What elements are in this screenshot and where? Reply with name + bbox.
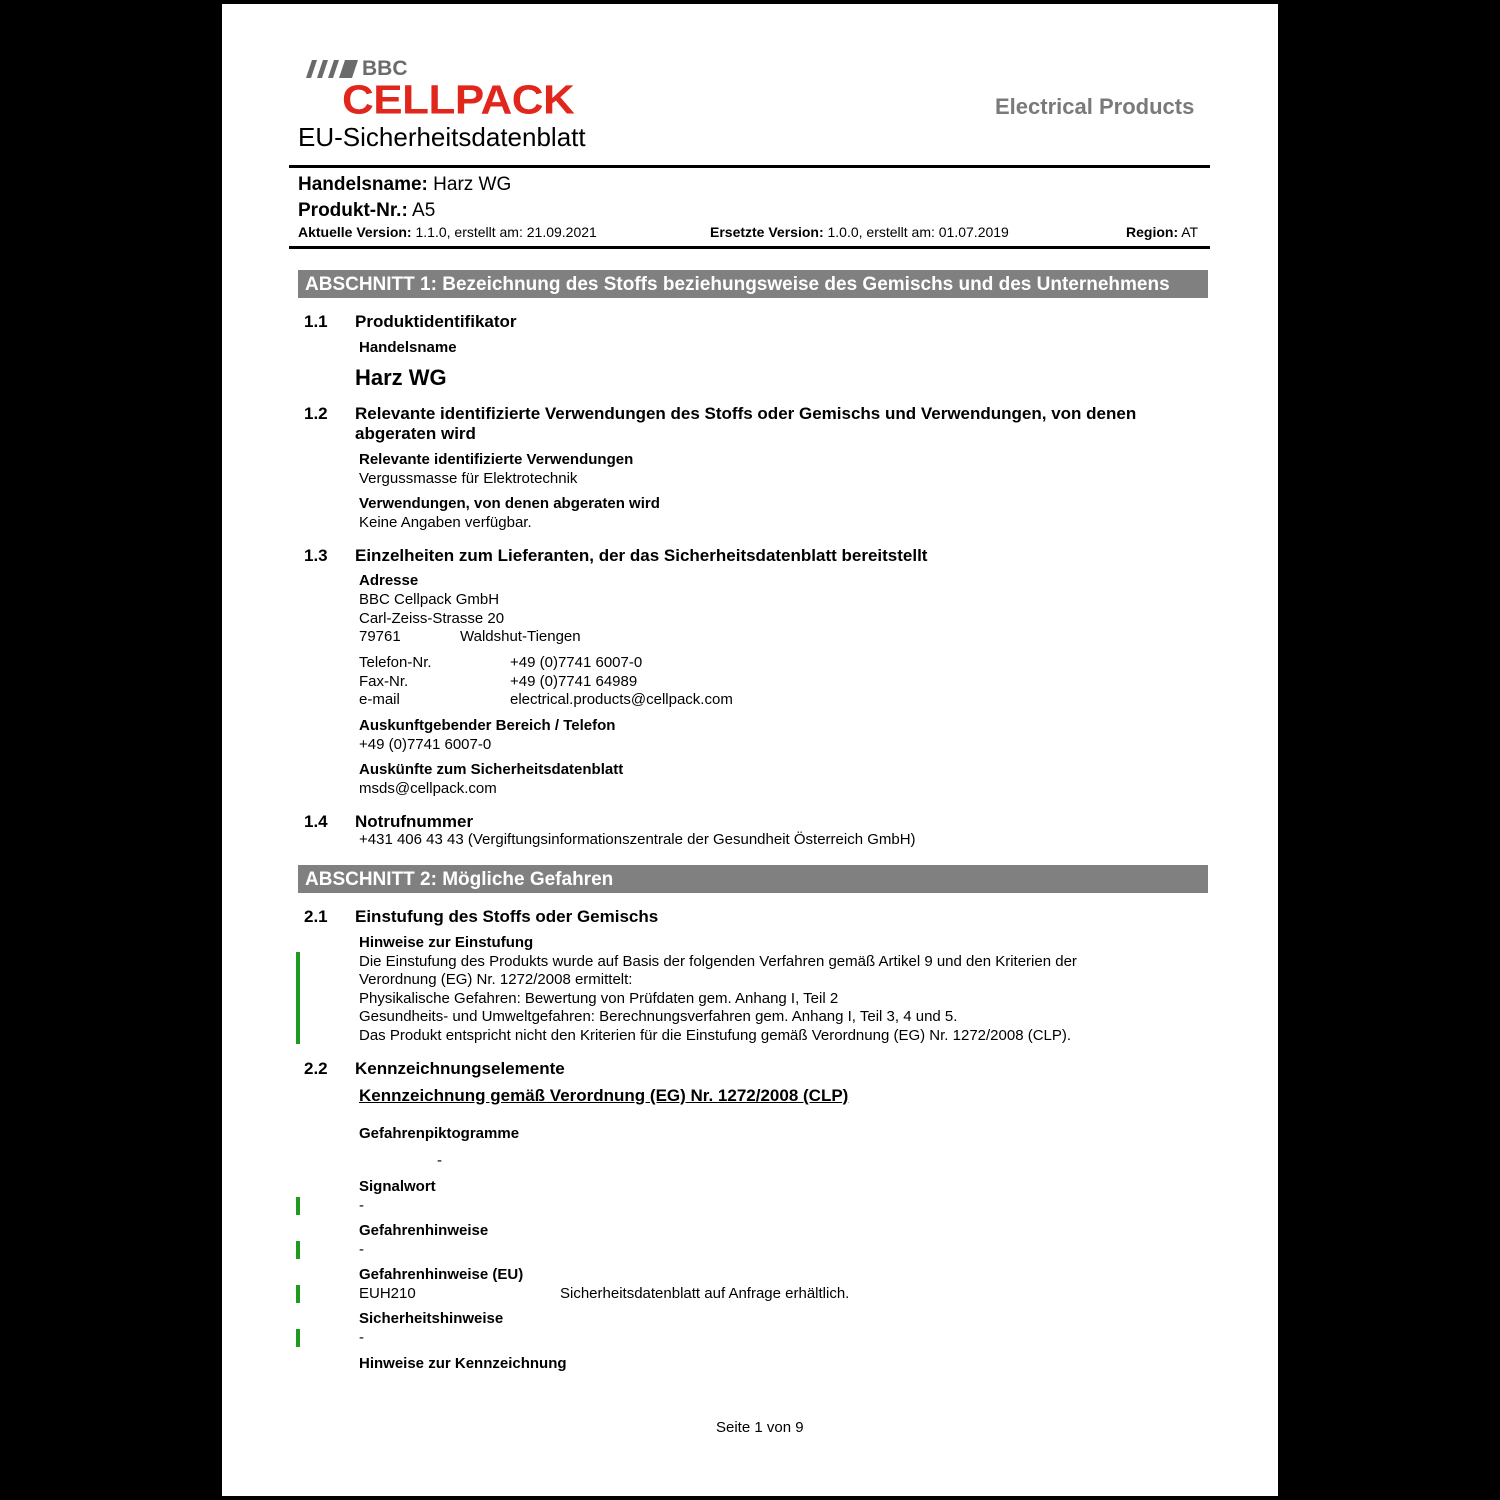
pictograms-value: -	[437, 1152, 442, 1169]
sds-value: msds@cellpack.com	[359, 780, 497, 797]
region-label: Region:	[1126, 224, 1179, 240]
product-no-line	[298, 200, 435, 222]
s14-value: +431 406 43 43 (Vergiftungsinformationszentrale der Gesundheit Österreich GmbH)	[359, 831, 916, 848]
email-value: electrical.products@cellpack.com	[510, 691, 733, 708]
logo-brand-top: BBC	[362, 57, 408, 80]
s21-line-1: Die Einstufung des Produkts wurde auf Basis der folgenden Verfahren gemäß Artikel 9 und den Kriterien der	[359, 953, 1077, 970]
hazard-label: Gefahrenhinweise	[359, 1222, 489, 1239]
change-marker-signal	[296, 1197, 300, 1215]
current-version-label: Aktuelle Version:	[298, 224, 412, 240]
s12-title-line2: abgeraten wird	[355, 424, 476, 443]
replaced-version-value: 1.0.0, erstellt am: 01.07.2019	[827, 224, 1009, 240]
city: Waldshut-Tiengen	[460, 628, 581, 645]
s11-title: Produktidentifikator	[355, 312, 517, 331]
s12-advised-label: Verwendungen, von denen abgeraten wird	[359, 495, 660, 512]
s11-product-name: Harz WG	[355, 365, 447, 390]
signal-label: Signalwort	[359, 1178, 436, 1195]
email-label: e-mail	[359, 691, 400, 708]
trade-name-line	[298, 174, 511, 196]
address-label: Adresse	[359, 572, 419, 589]
safety-value: -	[359, 1329, 364, 1346]
change-marker-hazard	[296, 1241, 300, 1259]
s21-line-4: Gesundheits- und Umweltgefahren: Berechnungsverfahren gem. Anhang I, Teil 3, 4 und 5.	[359, 1008, 958, 1025]
s21-line-3: Physikalische Gefahren: Bewertung von Prüfdaten gem. Anhang I, Teil 2	[359, 990, 839, 1007]
s12-uses-label: Relevante identifizierte Verwendungen	[359, 451, 634, 468]
fax-value: +49 (0)7741 64989	[510, 673, 638, 690]
s14-number: 1.4	[304, 812, 328, 831]
header-rule-top	[289, 165, 1210, 168]
hazard-value: -	[359, 1241, 364, 1258]
current-version	[298, 224, 597, 240]
s21-line-5: Das Produkt entspricht nicht den Kriterien für die Einstufung gemäß Verordnung (EG) Nr. 1272/2008 (CLP).	[359, 1027, 1072, 1044]
company-name: BBC Cellpack GmbH	[359, 591, 500, 608]
sds-label: Auskünfte zum Sicherheitsdatenblatt	[359, 761, 624, 778]
region	[1126, 224, 1198, 240]
phone-value: +49 (0)7741 6007-0	[510, 654, 643, 671]
header-rule-bottom	[289, 246, 1210, 249]
s12-advised-value: Keine Angaben verfügbar.	[359, 514, 532, 531]
s21-title: Einstufung des Stoffs oder Gemischs	[355, 907, 659, 926]
phone-label: Telefon-Nr.	[359, 654, 432, 671]
hazard-eu-text: Sicherheitsdatenblatt auf Anfrage erhältlich.	[560, 1285, 850, 1302]
pictograms-label: Gefahrenpiktogramme	[359, 1125, 520, 1142]
hazard-eu-label: Gefahrenhinweise (EU)	[359, 1266, 524, 1283]
s12-title-line1: Relevante identifizierte Verwendungen des Stoffs oder Gemischs und Verwendungen, von denen	[355, 404, 1137, 423]
logo-brand-main: CELLPACK	[342, 77, 575, 123]
change-marker-safety	[296, 1329, 300, 1347]
info-label: Auskunftgebender Bereich / Telefon	[359, 717, 616, 734]
labeling-notes-label: Hinweise zur Kennzeichnung	[359, 1355, 567, 1372]
trade-name-value: Harz WG	[433, 174, 512, 195]
s21-line-2: Verordnung (EG) Nr. 1272/2008 ermittelt:	[359, 971, 633, 988]
street: Carl-Zeiss-Strasse 20	[359, 610, 505, 627]
hazard-eu-code: EUH210	[359, 1285, 416, 1302]
s21-number: 2.1	[304, 907, 328, 926]
clp-heading: Kennzeichnung gemäß Verordnung (EG) Nr. 1272/2008 (CLP)	[359, 1086, 849, 1105]
section-2-header: ABSCHNITT 2: Mögliche Gefahren	[298, 865, 1208, 893]
document-page	[222, 4, 1278, 1496]
s11-label: Handelsname	[359, 339, 457, 356]
page-number: Seite 1 von 9	[716, 1419, 804, 1436]
s22-number: 2.2	[304, 1059, 328, 1078]
division-label: Electrical Products	[995, 94, 1195, 119]
s12-uses-value: Vergussmasse für Elektrotechnik	[359, 470, 578, 487]
s22-title: Kennzeichnungselemente	[355, 1059, 565, 1078]
fax-label: Fax-Nr.	[359, 673, 409, 690]
s12-number: 1.2	[304, 404, 328, 423]
logo-stripes-icon	[306, 60, 362, 78]
document-title: EU-Sicherheitsdatenblatt	[298, 122, 586, 152]
replaced-version	[710, 224, 1009, 240]
product-no-label: Produkt-Nr.:	[298, 200, 408, 221]
product-no-value: A5	[412, 200, 436, 221]
region-value: AT	[1181, 224, 1199, 240]
change-marker-s21	[296, 952, 300, 1044]
s11-number: 1.1	[304, 312, 328, 331]
section-1-header: ABSCHNITT 1: Bezeichnung des Stoffs beziehungsweise des Gemischs und des Unternehmens	[298, 270, 1208, 298]
s13-number: 1.3	[304, 546, 328, 565]
s21-label: Hinweise zur Einstufung	[359, 934, 534, 951]
replaced-version-label: Ersetzte Version:	[710, 224, 824, 240]
signal-value: -	[359, 1197, 364, 1214]
s14-title: Notrufnummer	[355, 812, 474, 831]
current-version-value: 1.1.0, erstellt am: 21.09.2021	[415, 224, 597, 240]
trade-name-label: Handelsname:	[298, 174, 428, 195]
info-value: +49 (0)7741 6007-0	[359, 736, 492, 753]
s13-title: Einzelheiten zum Lieferanten, der das Sicherheitsdatenblatt bereitstellt	[355, 546, 928, 565]
safety-label: Sicherheitshinweise	[359, 1310, 504, 1327]
change-marker-hazard-eu	[296, 1285, 300, 1303]
zip-code: 79761	[359, 628, 401, 645]
